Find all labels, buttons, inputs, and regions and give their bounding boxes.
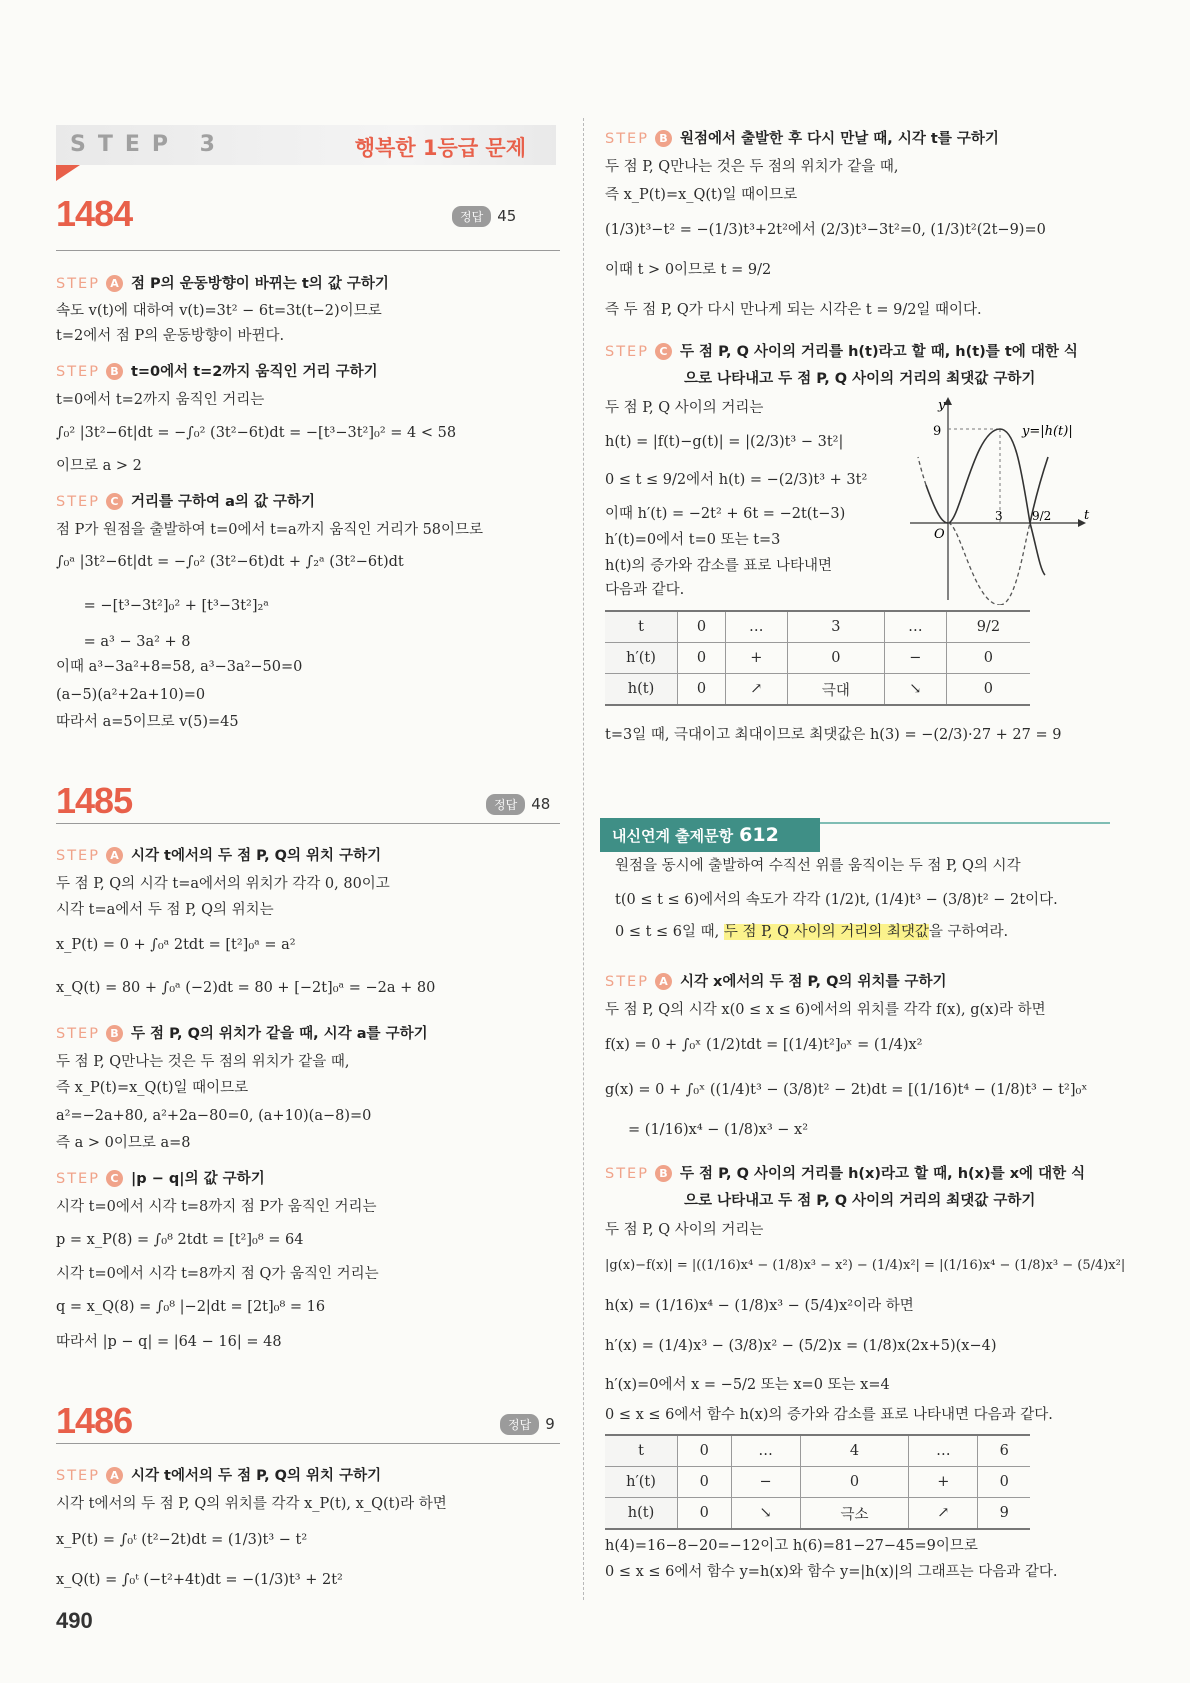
answer-1484: [452, 206, 516, 227]
formula-line: q = x_Q(8) = ∫₀⁸ |−2|dt = [2t]₀⁸ = 16: [56, 1299, 326, 1315]
negative-dash-curve: [948, 523, 1000, 605]
table-cell: 0: [787, 643, 884, 674]
highlighted-text: 두 점 P, Q 사이의 거리의 최댓값: [723, 924, 929, 940]
table-cell: t: [605, 611, 678, 643]
formula-line: 0 ≤ t ≤ 9/2에서 h(t) = −(2/3)t³ + 3t²: [605, 472, 868, 488]
text-line: 시각 t=a에서 두 점 P, Q의 위치는: [56, 902, 274, 918]
answer-badge: 정답: [500, 1414, 539, 1435]
table-cell: 0: [678, 1467, 732, 1498]
text-line: 두 점 P, Q의 시각 t=a에서의 위치가 각각 0, 80이고: [56, 876, 390, 892]
table-cell: t: [605, 1435, 678, 1467]
text-line: 두 점 P, Q만나는 것은 두 점의 위치가 같을 때,: [605, 159, 899, 175]
step-label: STEP 3: [70, 132, 227, 157]
formula-line: x_Q(t) = 80 + ∫₀ᵃ (−2)dt = 80 + [−2t]₀ᵃ = −2a + 80: [56, 980, 436, 996]
problem-text: 0 ≤ t ≤ 6일 때, 두 점 P, Q 사이의 거리의 최댓값을 구하여라.: [615, 924, 1009, 940]
step-c-heading: STEP C |p − q|의 값 구하기: [56, 1171, 265, 1187]
step-a-heading: STEP A 시각 t에서의 두 점 P, Q의 위치 구하기: [56, 848, 382, 864]
h-curve: [926, 429, 1045, 575]
answer-badge: 정답: [452, 206, 491, 227]
text-line: 두 점 P, Q 사이의 거리는: [605, 400, 764, 416]
table-cell: 0: [678, 674, 726, 706]
table-cell: 4: [800, 1435, 909, 1467]
step-header: [56, 125, 556, 165]
answer-1485: [486, 794, 550, 815]
text-line: 0 ≤ x ≤ 6에서 함수 h(x)의 증가와 감소를 표로 나타내면 다음과 같다.: [605, 1407, 1053, 1423]
text-line: 즉 x_P(t)=x_Q(t)일 때이므로: [56, 1080, 249, 1096]
text-line: 따라서 |p − q| = |64 − 16| = 48: [56, 1334, 282, 1350]
formula-line: h(x) = (1/16)x⁴ − (1/8)x³ − (5/4)x²이라 하면: [605, 1298, 914, 1314]
table-cell: 3: [787, 611, 884, 643]
text-line: 속도 v(t)에 대하여 v(t)=3t² − 6t=3t(t−2)이므로: [56, 303, 382, 319]
formula-line: |g(x)−f(x)| = |((1/16)x⁴ − (1/8)x³ − x²) − (1/4)x²| = |(1/16)x⁴ − (1/8)x³ − (5/4)x²|: [605, 1258, 1126, 1273]
text-line: (a−5)(a²+2a+10)=0: [56, 687, 206, 703]
step-a-heading: STEP A 시각 t에서의 두 점 P, Q의 위치 구하기: [56, 1468, 382, 1484]
text-line: 즉 a > 0이므로 a=8: [56, 1135, 191, 1151]
formula-line: p = x_P(8) = ∫₀⁸ 2tdt = [t²]₀⁸ = 64: [56, 1232, 304, 1248]
table-cell: …: [731, 1435, 800, 1467]
tick-3: 3: [995, 509, 1003, 523]
step-c-heading: STEP C 거리를 구하여 a의 값 구하기: [56, 494, 316, 510]
step-b-heading: STEP B 원점에서 출발한 후 다시 만날 때, 시각 t를 구하기: [605, 131, 999, 147]
table-cell: 0: [678, 1435, 732, 1467]
formula-line: x_Q(t) = ∫₀ᵗ (−t²+4t)dt = −(1/3)t³ + 2t²: [56, 1572, 343, 1588]
table-row: [605, 1498, 1030, 1530]
problem-number-1484: 1484: [56, 193, 133, 234]
text-line: 두 점 P, Q의 시각 x(0 ≤ x ≤ 6)에서의 위치를 각각 f(x), g(x)라 하면: [605, 1002, 1046, 1018]
table-cell: +: [909, 1467, 978, 1498]
formula-line: (1/3)t³−t² = −(1/3)t³+2t²에서 (2/3)t³−3t²=0, (1/3)t²(2t−9)=0: [605, 222, 1046, 238]
header-triangle-decoration: [56, 165, 80, 181]
table-cell: −: [731, 1467, 800, 1498]
text-line: 시각 t=0에서 시각 t=8까지 점 P가 움직인 거리는: [56, 1199, 377, 1215]
formula-line: 이때 h′(t) = −2t² + 6t = −2t(t−3): [605, 506, 846, 522]
text-line: 이때 t > 0이므로 t = 9/2: [605, 262, 772, 278]
problem-rule: [56, 823, 560, 824]
section-title: 행복한 1등급 문제: [354, 136, 526, 160]
step-a-heading: STEP A 시각 x에서의 두 점 P, Q의 위치를 구하기: [605, 974, 947, 990]
answer-1486: [500, 1414, 555, 1435]
answer-value: 48: [531, 795, 551, 813]
formula-line: h′(x) = (1/4)x³ − (3/8)x² − (5/2)x = (1/8)x(2x+5)(x−4): [605, 1338, 997, 1354]
table-cell: h(t): [605, 1498, 678, 1530]
table-cell: 0: [978, 1467, 1030, 1498]
column-divider: [583, 118, 584, 1600]
table-cell: 6: [978, 1435, 1030, 1467]
text-line: 시각 t=0에서 시각 t=8까지 점 Q가 움직인 거리는: [56, 1266, 379, 1282]
answer-badge: 정답: [486, 794, 525, 815]
curve-label: y=|h(t)|: [1022, 424, 1073, 439]
table-cell: 극대: [787, 674, 884, 706]
table-cell: −: [884, 643, 946, 674]
problem-text: 원점을 동시에 출발하여 수직선 위를 움직이는 두 점 P, Q의 시각: [615, 858, 1021, 874]
answer-value: 9: [545, 1415, 555, 1433]
text-line: 두 점 P, Q만나는 것은 두 점의 위치가 같을 때,: [56, 1054, 350, 1070]
table-cell: 0: [678, 611, 726, 643]
formula-line: ∫₀² |3t²−6t|dt = −∫₀² (3t²−6t)dt = −[t³−3t²]₀² = 4 < 58: [56, 425, 457, 441]
text-line: t=2에서 점 P의 운동방향이 바뀐다.: [56, 328, 285, 344]
text-line: h(4)=16−8−20=−12이고 h(6)=81−27−45=9이므로: [605, 1538, 978, 1554]
formula-line: = −[t³−3t²]₀² + [t³−3t²]₂ᵃ: [56, 598, 269, 614]
text-line: 이므로 a > 2: [56, 458, 142, 474]
x-label: t: [1084, 508, 1090, 523]
table-row: [605, 643, 1030, 674]
formula-line: = (1/16)x⁴ − (1/8)x³ − x²: [605, 1122, 809, 1138]
text-line: 이때 a³−3a²+8=58, a³−3a²−50=0: [56, 659, 303, 675]
step-a-heading: STEP A 점 P의 운동방향이 바뀌는 t의 값 구하기: [56, 276, 389, 292]
y-label: y: [938, 398, 946, 413]
step-c-heading-cont: 으로 나타내고 두 점 P, Q 사이의 거리의 최댓값 구하기: [684, 371, 1036, 387]
text-line: 0 ≤ x ≤ 6에서 함수 y=h(x)와 함수 y=|h(x)|의 그래프는 다음과 같다.: [605, 1564, 1058, 1580]
text-line: 즉 두 점 P, Q가 다시 만나게 되는 시각은 t = 9/2일 때이다.: [605, 302, 982, 318]
table-cell: ↗: [909, 1498, 978, 1530]
table-cell: h′(t): [605, 643, 678, 674]
formula-line: x_P(t) = ∫₀ᵗ (t²−2t)dt = (1/3)t³ − t²: [56, 1532, 308, 1548]
graph-abs-h: [900, 395, 1100, 605]
formula-line: h(t) = |f(t)−g(t)| = |(2/3)t³ − 3t²|: [605, 434, 844, 450]
text-line: h(t)의 증가와 감소를 표로 나타내면: [605, 558, 833, 574]
table-cell: 9: [978, 1498, 1030, 1530]
text-line: t=0에서 t=2까지 움직인 거리는: [56, 392, 265, 408]
table-row: [605, 1467, 1030, 1498]
conclusion-line: t=3일 때, 극대이고 최대이므로 최댓값은 h(3) = −(2/3)·27 + 27 = 9: [605, 727, 1062, 743]
text-line: 다음과 같다.: [605, 582, 685, 598]
problem-number-1486: 1486: [56, 1400, 133, 1441]
text-line: 두 점 P, Q 사이의 거리는: [605, 1222, 764, 1238]
page-number: 490: [56, 1608, 93, 1633]
table-cell: 0: [800, 1467, 909, 1498]
problem-number-1485: 1485: [56, 780, 133, 821]
table-cell: …: [884, 611, 946, 643]
formula-line: f(x) = 0 + ∫₀ˣ (1/2)tdt = [(1/4)t²]₀ˣ = (1/4)x²: [605, 1037, 923, 1053]
step-b-heading-cont: 으로 나타내고 두 점 P, Q 사이의 거리의 최댓값 구하기: [684, 1193, 1036, 1209]
table-row: [605, 674, 1030, 706]
naesin-title-box: 내신연계 출제문항 612: [600, 818, 820, 852]
naesin-number: 612: [739, 824, 779, 846]
table-cell: …: [909, 1435, 978, 1467]
step-b-heading: STEP B 두 점 P, Q 사이의 거리를 h(x)라고 할 때, h(x)를 x에 대한 식: [605, 1166, 1086, 1182]
text-line: 즉 x_P(t)=x_Q(t)일 때이므로: [605, 187, 798, 203]
text-line: 따라서 a=5이므로 v(5)=45: [56, 714, 239, 730]
text-line: 점 P가 원점을 출발하여 t=0에서 t=a까지 움직인 거리가 58이므로: [56, 522, 484, 538]
table-cell: h′(t): [605, 1467, 678, 1498]
text-line: h′(t)=0에서 t=0 또는 t=3: [605, 532, 781, 548]
problem-rule: [56, 250, 560, 251]
table-cell: ↗: [725, 674, 787, 706]
problem-text: t(0 ≤ t ≤ 6)에서의 속도가 각각 (1/2)t, (1/4)t³ − (3/8)t² − 2t이다.: [615, 892, 1058, 908]
variation-table-1: [605, 610, 1030, 706]
table-cell: 0: [946, 643, 1030, 674]
table-row: [605, 611, 1030, 643]
problem-rule: [56, 1443, 560, 1444]
formula-line: h′(x)=0에서 x = −5/2 또는 x=0 또는 x=4: [605, 1377, 890, 1393]
table-row: [605, 1435, 1030, 1467]
formula-line: ∫₀ᵃ |3t²−6t|dt = −∫₀² (3t²−6t)dt + ∫₂ᵃ (3t²−6t)dt: [56, 554, 404, 570]
step-c-heading: STEP C 두 점 P, Q 사이의 거리를 h(t)라고 할 때, h(t)를 t에 대한 식: [605, 344, 1078, 360]
table-cell: 0: [678, 1498, 732, 1530]
table-cell: ↘: [731, 1498, 800, 1530]
formula-line: x_P(t) = 0 + ∫₀ᵃ 2tdt = [t²]₀ᵃ = a²: [56, 937, 296, 953]
step-b-heading: STEP B t=0에서 t=2까지 움직인 거리 구하기: [56, 364, 378, 380]
table-cell: +: [725, 643, 787, 674]
table-cell: …: [725, 611, 787, 643]
formula-line: g(x) = 0 + ∫₀ˣ ((1/4)t³ − (3/8)t² − 2t)dt = [(1/16)t⁴ − (1/8)t³ − t²]₀ˣ: [605, 1082, 1088, 1098]
text-line: 시각 t에서의 두 점 P, Q의 위치를 각각 x_P(t), x_Q(t)라 하면: [56, 1496, 447, 1512]
table-cell: 0: [678, 643, 726, 674]
answer-value: 45: [497, 207, 517, 225]
table-cell: h(t): [605, 674, 678, 706]
variation-table-2: [605, 1434, 1030, 1530]
table-cell: ↘: [884, 674, 946, 706]
table-cell: 0: [946, 674, 1030, 706]
origin-label: O: [934, 527, 945, 542]
formula-line: = a³ − 3a² + 8: [56, 634, 191, 650]
naesin-rule: [820, 822, 1110, 824]
tick-9-2: 9/2: [1032, 509, 1052, 523]
step-b-heading: STEP B 두 점 P, Q의 위치가 같을 때, 시각 a를 구하기: [56, 1026, 428, 1042]
table-cell: 극소: [800, 1498, 909, 1530]
max-label: 9: [933, 424, 942, 439]
text-line: a²=−2a+80, a²+2a−80=0, (a+10)(a−8)=0: [56, 1108, 372, 1124]
table-cell: 9/2: [946, 611, 1030, 643]
